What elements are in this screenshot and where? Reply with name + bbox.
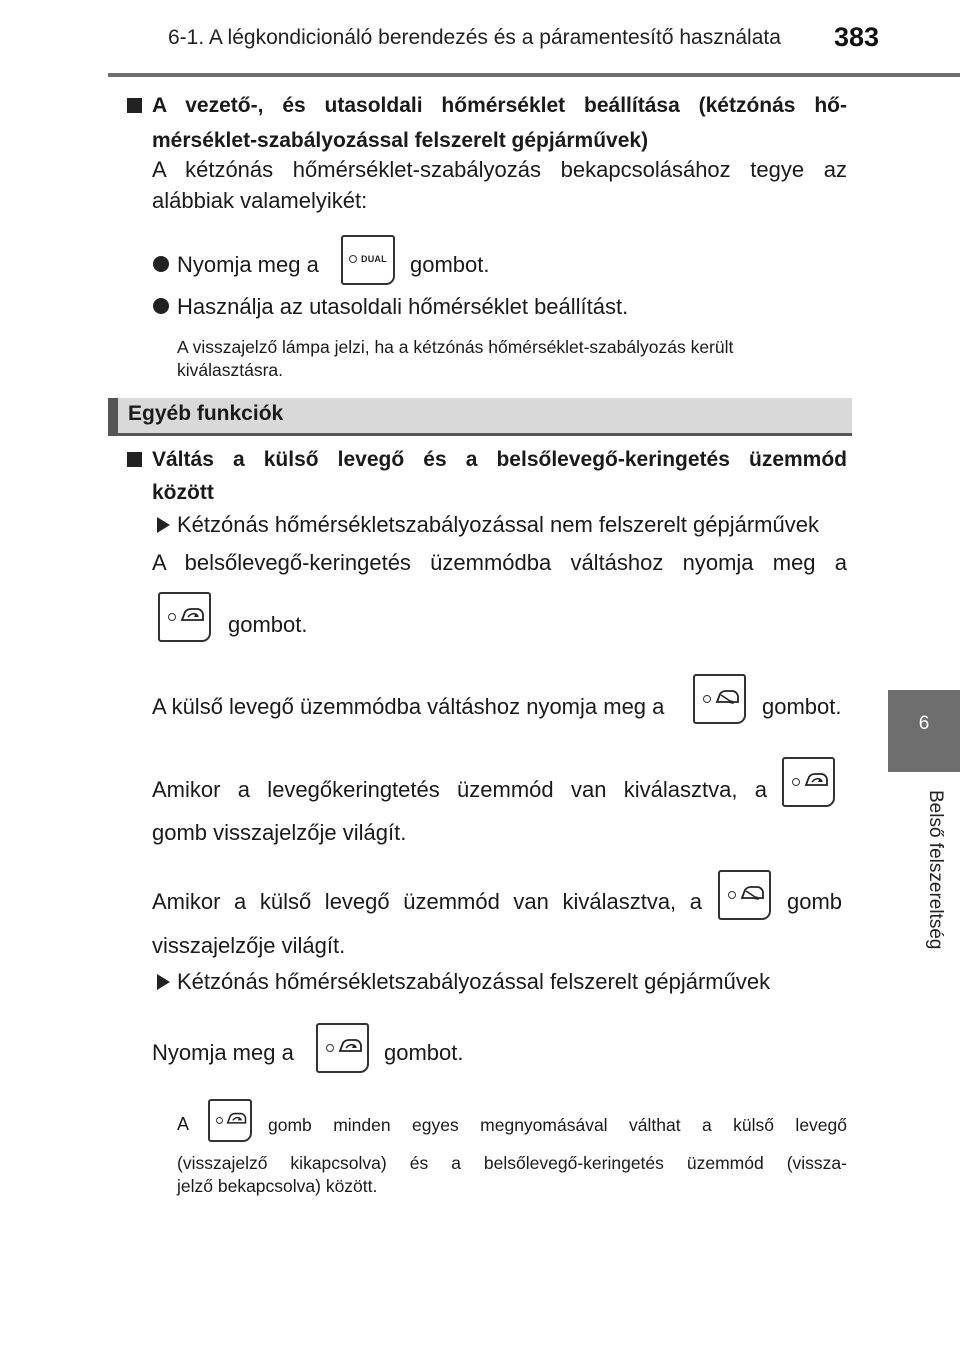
- air-recirculation-icon: [316, 1023, 369, 1073]
- page-number: 383: [834, 22, 880, 52]
- p4-line2: visszajelzője világít.: [152, 933, 346, 958]
- triangle-marker-icon: [157, 974, 170, 990]
- sub-heading-no-dual: Kétzónás hőmérsékletszabályozással nem felszerelt gépjárművek: [177, 512, 819, 537]
- p1-text-after: gombot.: [228, 612, 308, 637]
- indicator-led-icon: [349, 255, 357, 263]
- car-recirc-glyph-icon: [803, 771, 831, 791]
- car-recirc-glyph-icon: [337, 1037, 365, 1057]
- car-recirc-glyph-icon: [225, 1111, 249, 1128]
- chapter-tab-label: Belső felszereltség: [925, 790, 946, 950]
- round-bullet-icon: [153, 256, 169, 272]
- indicator-led-icon: [792, 778, 800, 786]
- header-rule: [108, 73, 960, 77]
- square-bullet-icon: [127, 452, 142, 467]
- indicator-led-icon: [326, 1044, 334, 1052]
- dual-button-icon: [341, 235, 395, 285]
- p5-text-after: gombot.: [384, 1040, 464, 1065]
- dual-button-label: DUAL: [361, 254, 387, 264]
- section-title: Egyéb funkciók: [128, 402, 284, 425]
- car-recirc-glyph-icon: [179, 606, 207, 626]
- chapter-tab-number: 6: [918, 713, 930, 734]
- recirc-heading-line2: között: [152, 481, 214, 504]
- indicator-led-icon: [728, 891, 736, 899]
- air-recirculation-icon: [158, 592, 211, 642]
- indicator-led-icon: [703, 695, 711, 703]
- note-line3: jelző bekapcsolva) között.: [177, 1176, 378, 1196]
- p1-line1: A belsőlevegő-keringetés üzemmódba váltáshoz nyomja meg a: [152, 550, 847, 575]
- car-fresh-air-glyph-icon: [714, 688, 742, 708]
- p2-text-after: gombot.: [762, 694, 842, 719]
- outside-air-icon: [718, 870, 771, 920]
- note-line1: gomb minden egyes megnyomásával válthat a külső levegő: [268, 1115, 847, 1135]
- recirc-heading-line1: Váltás a külső levegő és a belsőlevegő-keringetés üzemmód: [152, 448, 847, 471]
- dual-note-line1: A visszajelző lámpa jelzi, ha a kétzónás hőmérséklet-szabályozás került: [177, 337, 734, 357]
- air-recirculation-icon: [782, 757, 835, 807]
- bullet1-text-before: Nyomja meg a: [177, 252, 319, 277]
- dual-intro-line2: alábbiak valamelyikét:: [152, 188, 368, 213]
- sub-heading-with-dual: Kétzónás hőmérsékletszabályozással felszerelt gépjárművek: [177, 969, 771, 994]
- note-a: A: [177, 1114, 190, 1134]
- dual-heading-line1: A vezető-, és utasoldali hőmérséklet beállítása (kétzónás hő-: [152, 94, 847, 117]
- triangle-marker-icon: [157, 517, 170, 533]
- indicator-led-icon: [168, 613, 176, 621]
- bullet1-text-after: gombot.: [410, 252, 490, 277]
- p3-line2: gomb visszajelzője világít.: [152, 820, 407, 845]
- air-recirculation-icon: [208, 1099, 252, 1142]
- p2-text-before: A külső levegő üzemmódba váltáshoz nyomja meg a: [152, 694, 665, 719]
- dual-intro-line1: A kétzónás hőmérséklet-szabályozás bekapcsolásához tegye az: [152, 157, 847, 182]
- p4-text-after: gomb: [787, 889, 843, 914]
- p3-text-before: Amikor a levegőkeringtetés üzemmód van kiválasztva, a: [152, 777, 767, 802]
- section-bar-rule: [108, 433, 852, 436]
- square-bullet-icon: [127, 98, 142, 113]
- p4-text-before: Amikor a külső levegő üzemmód van kiválasztva, a: [152, 889, 702, 914]
- running-header-title: 6-1. A légkondicionáló berendezés és a páramentesítő használata: [168, 26, 781, 49]
- bullet2-text: Használja az utasoldali hőmérséklet beállítást.: [177, 294, 629, 319]
- dual-heading-line2: mérséklet-szabályozással felszerelt gépjárművek): [152, 129, 649, 152]
- note-line2: (visszajelző kikapcsolva) és a belsőlevegő-keringetés üzemmód (vissza-: [177, 1153, 847, 1173]
- dual-note-line2: kiválasztásra.: [177, 360, 284, 380]
- indicator-led-icon: [216, 1117, 223, 1124]
- p5-text-before: Nyomja meg a: [152, 1040, 294, 1065]
- round-bullet-icon: [153, 298, 169, 314]
- car-fresh-air-glyph-icon: [739, 884, 767, 904]
- section-bar-marker: [108, 398, 118, 433]
- outside-air-icon: [693, 674, 746, 724]
